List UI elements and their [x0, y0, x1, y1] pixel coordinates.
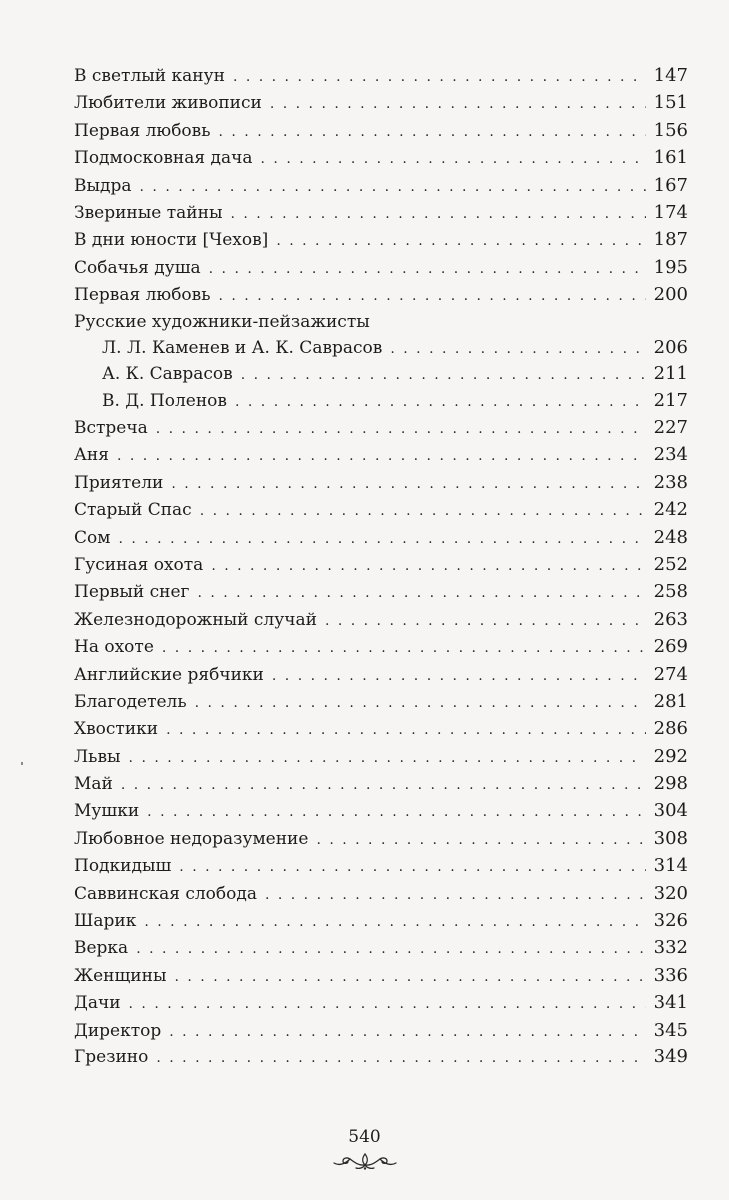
entry-page-number: 326 — [653, 910, 688, 932]
entry-page-number: 161 — [653, 147, 688, 169]
entry-page-number: 281 — [653, 690, 688, 712]
entry-page-number: 258 — [653, 581, 688, 603]
entry-title: Старый Спас — [74, 500, 192, 521]
dot-leader — [270, 91, 646, 118]
dot-leader — [195, 690, 646, 717]
dot-leader — [136, 936, 646, 963]
dot-leader — [200, 498, 646, 525]
toc-entry — [74, 524, 688, 551]
dot-leader — [175, 964, 647, 991]
toc-entry — [74, 469, 688, 496]
dot-leader — [272, 663, 646, 690]
entry-title: Львы — [74, 746, 121, 767]
toc-entry — [74, 606, 688, 633]
entry-page-number: 227 — [653, 417, 688, 439]
entry-page-number: 292 — [653, 745, 688, 767]
toc-entry — [74, 1044, 688, 1070]
entry-title: Любовное недоразумение — [74, 828, 309, 849]
entry-page-number: 263 — [653, 608, 688, 630]
toc-entry — [74, 661, 688, 688]
toc-entry — [74, 989, 688, 1016]
entry-title: Директор — [74, 1020, 162, 1041]
entry-page-number: 167 — [653, 174, 688, 196]
entry-title: Звериные тайны — [74, 202, 223, 223]
entry-title: Дачи — [74, 993, 121, 1014]
toc-subentry — [74, 361, 688, 388]
entry-page-number: 147 — [653, 65, 688, 86]
toc-entry — [74, 1017, 688, 1044]
entry-page-number: 336 — [653, 964, 688, 986]
dot-leader — [147, 799, 646, 826]
dot-leader — [316, 827, 646, 854]
entry-title: В. Д. Поленов — [102, 390, 227, 411]
dot-leader — [144, 909, 646, 936]
dot-leader — [209, 256, 646, 283]
entry-page-number: 156 — [653, 119, 688, 141]
dot-leader — [166, 717, 646, 744]
entry-title: Л. Л. Каменев и А. К. Саврасов — [102, 337, 383, 358]
toc-subentry — [74, 335, 688, 362]
entry-page-number: 200 — [653, 284, 688, 306]
entry-page-number: 242 — [653, 499, 688, 521]
dot-leader — [156, 1045, 646, 1071]
toc-entry — [74, 852, 688, 879]
floral-ornament-icon — [329, 1150, 401, 1172]
entry-page-number: 332 — [653, 937, 688, 959]
dot-leader — [156, 416, 646, 443]
toc-entry — [74, 770, 688, 797]
entry-page-number: 345 — [653, 1019, 688, 1041]
entry-title: Выдра — [74, 175, 132, 196]
dot-leader — [390, 336, 646, 363]
table-of-contents — [74, 62, 688, 1070]
entry-page-number: 195 — [653, 256, 688, 278]
entry-title: Аня — [74, 445, 109, 466]
entry-title: А. К. Саврасов — [102, 364, 233, 385]
toc-entry — [74, 578, 688, 605]
entry-title: На охоте — [74, 637, 154, 658]
entry-title: Хвостики — [74, 719, 159, 740]
entry-page-number: 211 — [653, 363, 688, 385]
dot-leader — [219, 119, 647, 146]
entry-title: Любители живописи — [74, 93, 262, 114]
toc-entry — [74, 907, 688, 934]
toc-entry — [74, 117, 688, 144]
entry-page-number: 274 — [653, 663, 688, 685]
dot-leader — [276, 228, 646, 255]
entry-page-number: 151 — [653, 92, 688, 114]
dot-leader — [235, 389, 646, 416]
entry-title: Английские рябчики — [74, 664, 264, 685]
toc-entry — [74, 226, 688, 253]
entry-title: Собачья душа — [74, 257, 201, 278]
toc-entry — [74, 715, 688, 742]
entry-title: Мушки — [74, 801, 140, 822]
dot-leader — [121, 772, 646, 799]
toc-entry — [74, 633, 688, 660]
entry-page-number: 248 — [653, 526, 688, 548]
entry-title: В светлый канун — [74, 66, 225, 86]
toc-entry — [74, 172, 688, 199]
dot-leader — [129, 745, 646, 772]
toc-entry — [74, 89, 688, 116]
entry-page-number: 304 — [653, 800, 688, 822]
entry-title: Первая любовь — [74, 285, 211, 306]
toc-entry — [74, 199, 688, 226]
entry-page-number: 238 — [653, 471, 688, 493]
page-number: 540 — [348, 1127, 381, 1147]
dot-leader — [261, 146, 646, 173]
entry-page-number: 314 — [653, 855, 688, 877]
toc-entry — [74, 414, 688, 441]
dot-leader — [241, 362, 646, 389]
dot-leader — [231, 201, 647, 228]
dot-leader — [197, 580, 646, 607]
toc-entry — [74, 688, 688, 715]
entry-title: Подмосковная дача — [74, 148, 253, 169]
dot-leader — [179, 854, 646, 881]
print-mark — [21, 762, 23, 765]
toc-entry — [74, 880, 688, 907]
entry-title: Первая любовь — [74, 120, 211, 141]
toc-entry — [74, 934, 688, 961]
toc-entry — [74, 496, 688, 523]
entry-title: Благодетель — [74, 691, 187, 712]
entry-title: Грезино — [74, 1047, 149, 1067]
entry-page-number: 341 — [653, 992, 688, 1014]
entry-title: Встреча — [74, 418, 148, 439]
toc-entry — [74, 962, 688, 989]
entry-page-number: 308 — [653, 827, 688, 849]
entry-title: Май — [74, 774, 113, 795]
entry-page-number: 206 — [653, 336, 688, 358]
toc-section-heading — [74, 309, 688, 335]
dot-leader — [118, 526, 646, 553]
section-title: Русские художники-пейзажисты — [74, 311, 370, 332]
toc-entry — [74, 797, 688, 824]
dot-leader — [162, 635, 646, 662]
toc-entry — [74, 441, 688, 468]
entry-title: Железнодорожный случай — [74, 609, 317, 630]
dot-leader — [233, 64, 646, 91]
dot-leader — [265, 882, 646, 909]
dot-leader — [211, 553, 646, 580]
entry-page-number: 349 — [653, 1046, 688, 1067]
entry-page-number: 320 — [653, 882, 688, 904]
entry-title: Сом — [74, 527, 111, 548]
entry-title: Саввинская слобода — [74, 883, 257, 904]
entry-page-number: 187 — [653, 229, 688, 251]
dot-leader — [169, 1019, 646, 1046]
dot-leader — [117, 443, 646, 470]
dot-leader — [140, 174, 646, 201]
toc-entry — [74, 62, 688, 89]
toc-entry — [74, 743, 688, 770]
toc-entry — [74, 254, 688, 281]
toc-entry — [74, 551, 688, 578]
entry-title: Верка — [74, 938, 129, 959]
entry-title: Женщины — [74, 965, 167, 986]
entry-page-number: 298 — [653, 773, 688, 795]
entry-title: Приятели — [74, 472, 164, 493]
entry-title: Гусиная охота — [74, 554, 204, 575]
toc-entry — [74, 281, 688, 308]
entry-title: Подкидыш — [74, 856, 172, 877]
dot-leader — [171, 471, 646, 498]
dot-leader — [325, 608, 646, 635]
entry-page-number: 217 — [653, 389, 688, 411]
entry-page-number: 286 — [653, 718, 688, 740]
entry-title: Шарик — [74, 911, 137, 932]
entry-page-number: 252 — [653, 553, 688, 575]
entry-page-number: 234 — [653, 444, 688, 466]
entry-title: Первый снег — [74, 582, 190, 603]
dot-leader — [219, 283, 647, 310]
dot-leader — [129, 991, 646, 1018]
entry-page-number: 269 — [653, 636, 688, 658]
toc-entry — [74, 144, 688, 171]
toc-subentry — [74, 388, 688, 415]
toc-entry — [74, 825, 688, 852]
entry-page-number: 174 — [653, 201, 688, 223]
entry-title: В дни юности [Чехов] — [74, 230, 269, 251]
